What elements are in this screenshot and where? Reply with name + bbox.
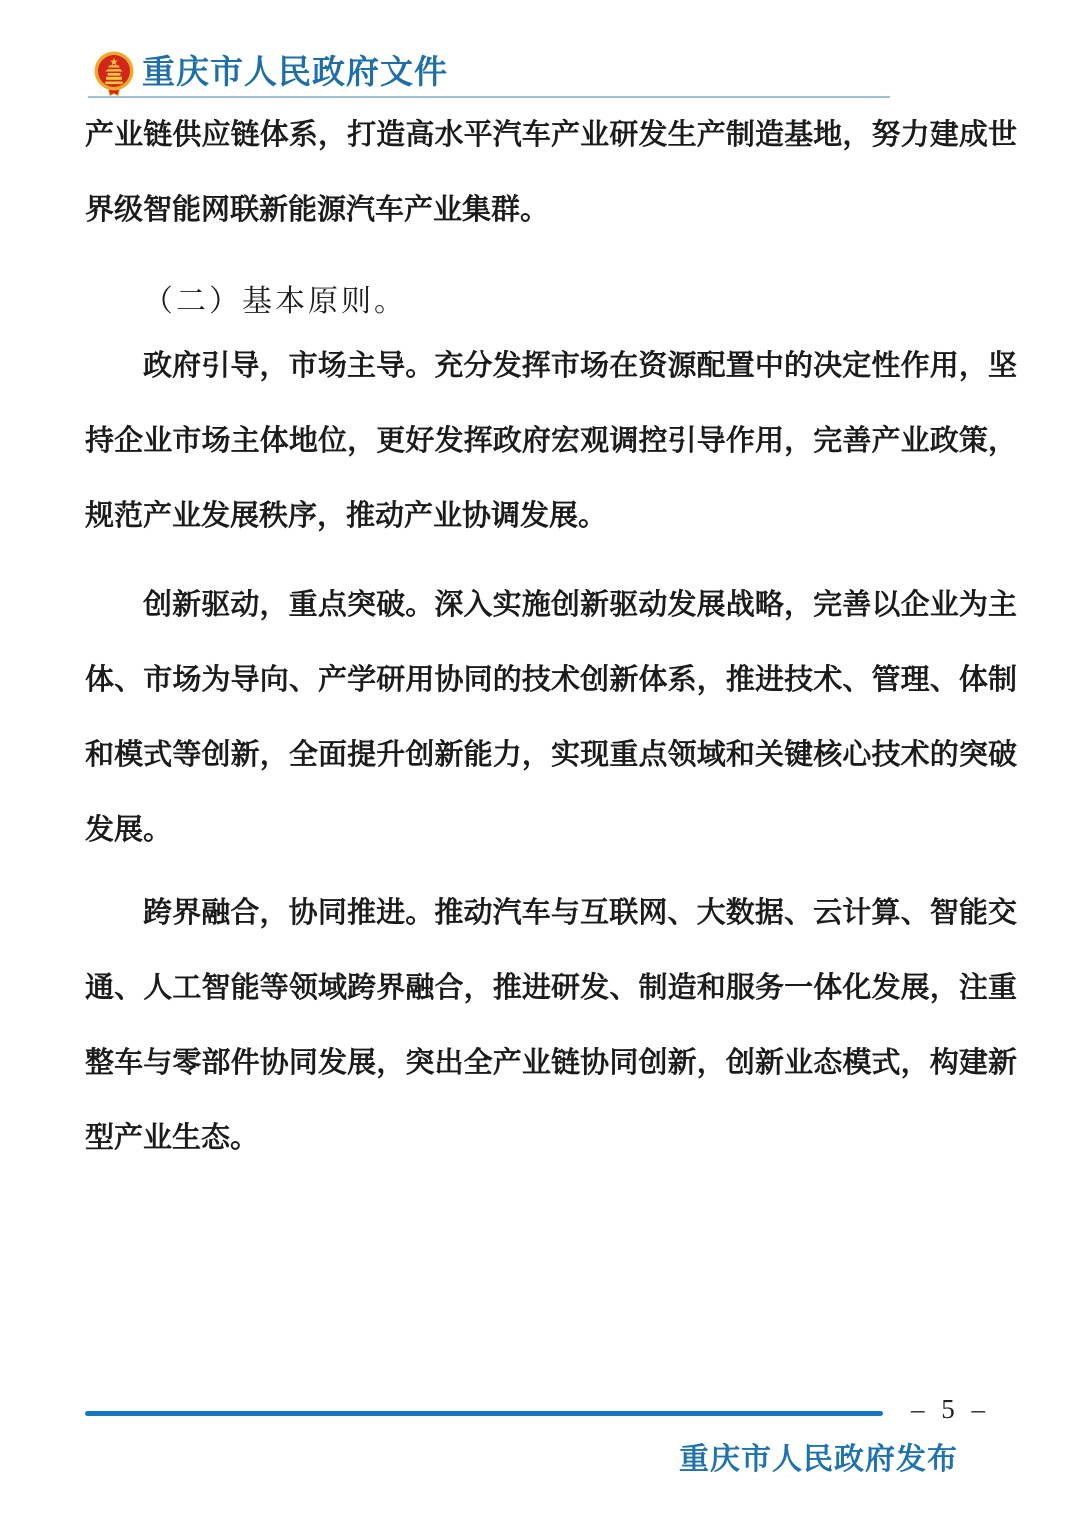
publisher-label: 重庆市人民政府发布 [679,1443,958,1476]
body-line: 和模式等创新，全面提升创新能力，实现重点领域和关键核心技术的突破 [85,739,1017,771]
document-header-title: 重庆市人民政府文件 [142,54,448,91]
body-line: 持企业市场主体地位，更好发挥政府宏观调控引导作用，完善产业政策， [85,425,1017,457]
body-line: 产业链供应链体系，打造高水平汽车产业研发生产制造基地，努力建成世 [85,119,1017,151]
body-line: 通、人工智能等领域跨界融合，推进研发、制造和服务一体化发展，注重 [85,972,1017,1004]
body-line: 型产业生态。 [85,1122,260,1154]
body-line: 整车与零部件协同发展，突出全产业链协同创新，创新业态模式，构建新 [85,1047,1017,1079]
body-line: 政府引导，市场主导。充分发挥市场在资源配置中的决定性作用，坚 [143,350,1017,382]
document-body [85,98,1017,1176]
body-line: 发展。 [85,814,173,846]
page-number: – 5 – [911,1394,990,1424]
body-line: 界级智能网联新能源汽车产业集群。 [85,194,550,226]
body-line: 规范产业发展秩序，推动产业协调发展。 [85,500,608,532]
body-line: 跨界融合，协同推进。推动汽车与互联网、大数据、云计算、智能交 [143,897,1017,929]
document-header [94,50,448,96]
body-line: 体、市场为导向、产学研用协同的技术创新体系，推进技术、管理、体制 [85,664,1017,696]
section-heading: （二）基本原则。 [143,285,407,318]
china-national-emblem-icon [94,50,134,96]
footer-divider [85,1411,883,1416]
body-line: 创新驱动，重点突破。深入实施创新驱动发展战略，完善以企业为主 [143,589,1017,621]
